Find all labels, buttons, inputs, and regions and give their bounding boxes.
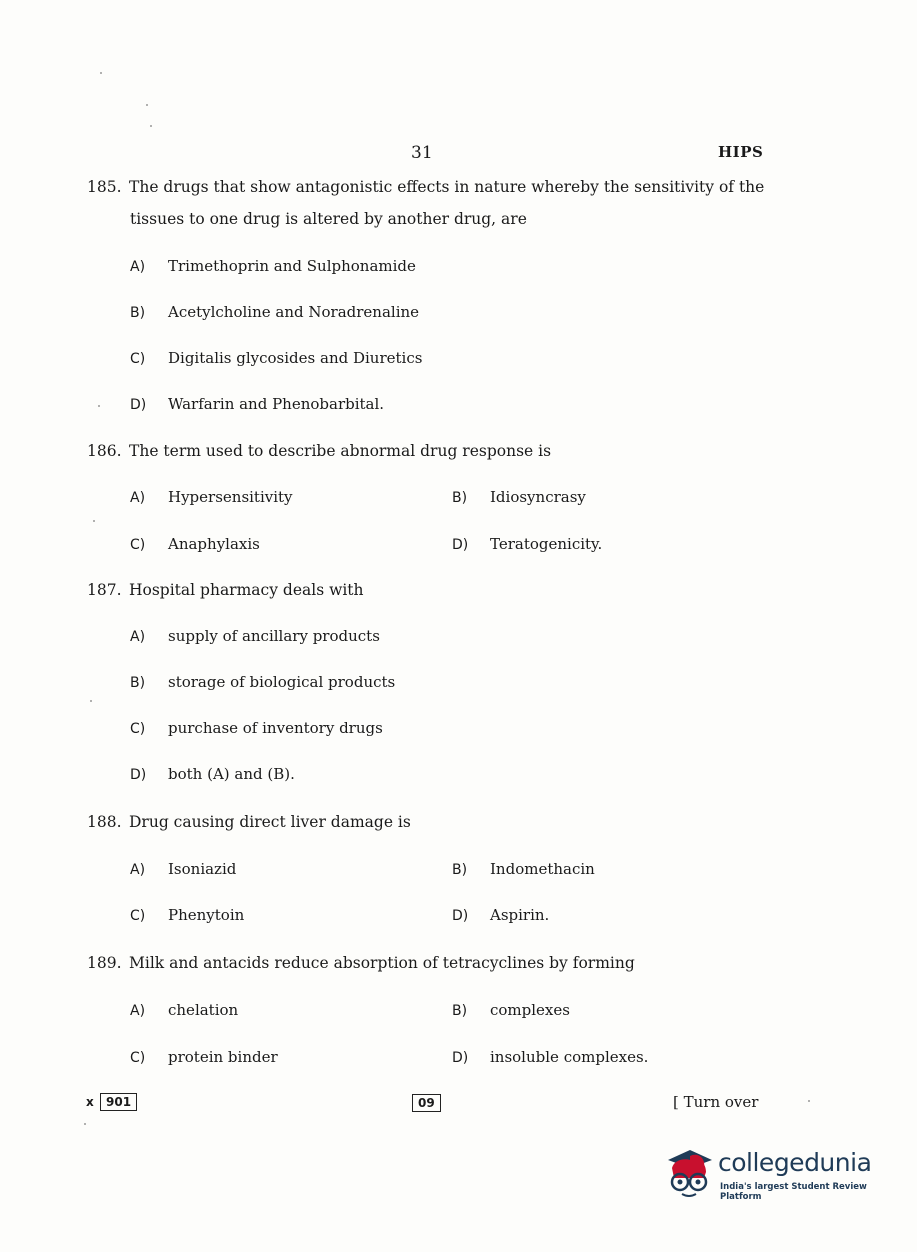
page-number: 31 <box>411 143 433 163</box>
question-text: The term used to describe abnormal drug response is <box>129 442 552 460</box>
question-text: The drugs that show antagonistic effects in nature whereby the sensitivity of the <box>129 178 765 196</box>
question-number: 188. <box>87 813 122 831</box>
option-c: C) Phenytoin <box>130 906 245 924</box>
question-186 <box>87 441 551 461</box>
question-189 <box>87 953 635 973</box>
question-187 <box>87 580 364 600</box>
option-c: C) protein binder <box>130 1048 278 1066</box>
brand-name: collegedunia <box>718 1148 872 1177</box>
series-code-box: 901 <box>100 1093 137 1111</box>
question-number: 189. <box>87 954 122 972</box>
question-number: 186. <box>87 442 122 460</box>
option-a: A) Hypersensitivity <box>130 488 293 506</box>
paper-code: HIPS <box>718 143 764 161</box>
option-a: A) Isoniazid <box>130 860 237 878</box>
option-d: D) Warfarin and Phenobarbital. <box>130 395 385 413</box>
question-185 <box>87 177 764 197</box>
option-c: C) Digitalis glycosides and Diuretics <box>130 349 423 367</box>
scan-speck <box>146 104 148 106</box>
x-mark: x <box>86 1095 94 1109</box>
option-a: A) supply of ancillary products <box>130 627 380 645</box>
option-d: D) Aspirin. <box>452 906 550 924</box>
brand-tagline: India's largest Student Review Platform <box>720 1182 867 1202</box>
option-a: A) chelation <box>130 1001 239 1019</box>
option-d: D) both (A) and (B). <box>130 765 295 783</box>
collegedunia-logo <box>660 1146 890 1206</box>
turn-over-text: [ Turn over <box>673 1093 759 1111</box>
question-text: Hospital pharmacy deals with <box>129 581 364 599</box>
option-c: C) purchase of inventory drugs <box>130 719 383 737</box>
scan-speck <box>100 72 102 74</box>
option-d: D) Teratogenicity. <box>452 535 603 553</box>
scan-speck <box>98 405 100 407</box>
scan-speck <box>90 700 92 702</box>
option-c: C) Anaphylaxis <box>130 535 260 553</box>
booklet-code-box: 09 <box>412 1094 441 1112</box>
scan-speck <box>150 125 152 127</box>
scan-speck <box>84 1123 86 1125</box>
question-number: 187. <box>87 581 122 599</box>
question-text: Drug causing direct liver damage is <box>129 813 411 831</box>
option-b: B) complexes <box>452 1001 570 1019</box>
option-b: B) Acetylcholine and Noradrenaline <box>130 303 420 321</box>
question-text: Milk and antacids reduce absorption of tetracyclines by forming <box>129 954 635 972</box>
question-188 <box>87 812 411 832</box>
question-185-line2: tissues to one drug is altered by another drug, are <box>130 210 527 228</box>
question-number: 185. <box>87 178 122 196</box>
scan-speck <box>93 520 95 522</box>
scan-speck <box>808 1100 810 1102</box>
option-d: D) insoluble complexes. <box>452 1048 649 1066</box>
option-b: B) Indomethacin <box>452 860 595 878</box>
option-a: A) Trimethoprin and Sulphonamide <box>130 257 416 275</box>
option-b: B) storage of biological products <box>130 673 396 691</box>
graduate-icon <box>660 1146 716 1202</box>
option-b: B) Idiosyncrasy <box>452 488 586 506</box>
